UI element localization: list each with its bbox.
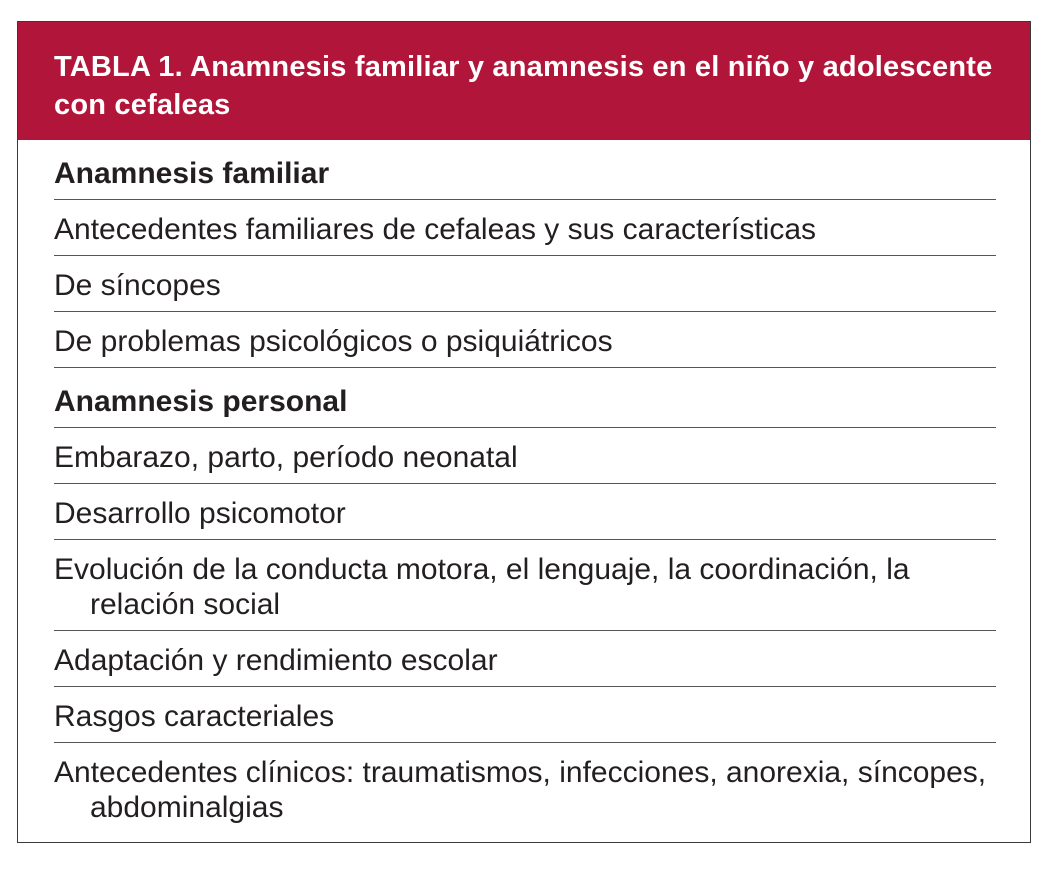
table-row: Desarrollo psicomotor xyxy=(54,484,996,540)
table-title: TABLA 1. Anamnesis familiar y anamnesis en el niño y adolescente con cefaleas xyxy=(54,51,993,121)
table-header xyxy=(18,22,1030,140)
table-row: Antecedentes clínicos: traumatismos, infecciones, anorexia, síncopes, abdominalgias xyxy=(54,756,987,824)
table-row: Adaptación y rendimiento escolar xyxy=(54,631,996,687)
table-row: Rasgos caracteriales xyxy=(54,687,996,743)
table-row: De problemas psicológicos o psiquiátricos xyxy=(54,312,996,368)
section-heading-anamnesis-familiar: Anamnesis familiar xyxy=(54,140,996,200)
table-body xyxy=(54,140,996,833)
table xyxy=(17,21,1031,843)
table-row: De síncopes xyxy=(54,256,996,312)
section-heading-anamnesis-personal: Anamnesis personal xyxy=(54,368,996,428)
table-row: Antecedentes familiares de cefaleas y sus características xyxy=(54,200,996,256)
table-row: Embarazo, parto, período neonatal xyxy=(54,428,996,484)
table-row: Evolución de la conducta motora, el lenguaje, la coordinación, la relación social xyxy=(54,540,996,631)
